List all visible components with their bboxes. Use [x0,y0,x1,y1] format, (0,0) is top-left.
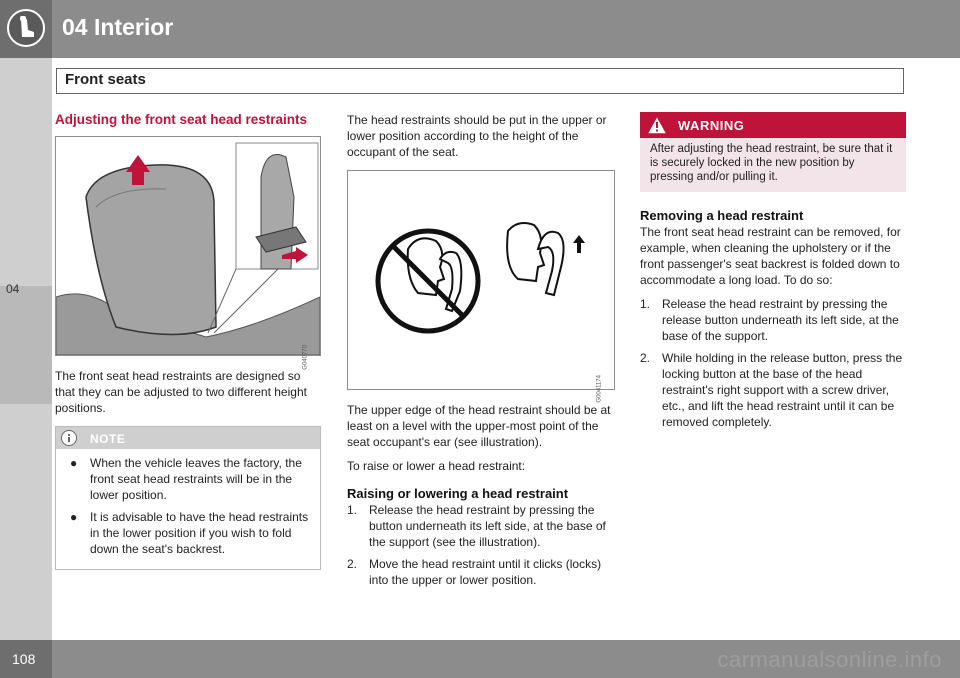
raising-subheading: Raising or lowering a head restraint [347,486,569,501]
watermark: carmanualsonline.info [717,647,942,672]
figure-code: G040770 [303,345,309,370]
note-bullet: ● It is advisable to have the head restraints in the lower position if you wish to fold down the seat's backrest. [70,510,309,556]
raise-lower-intro: To raise or lower a head restraint: [347,459,526,473]
column-right [640,112,906,436]
warning-header [640,112,906,138]
position-paragraph: The head restraints should be put in the upper or lower position according to the height of the occupant of the seat. [347,113,607,159]
chapter-number: 04 [6,282,20,296]
column-left [55,112,321,570]
chapter-sidebar [0,58,52,640]
page-number: 108 [12,651,36,667]
note-body [56,449,320,569]
removing-paragraph: The front seat head restraint can be removed, for example, when cleaning the upholstery or if the front passenger's seat backrest is folded down to accommodate a long load. To do so: [640,225,901,287]
column-middle [347,112,615,594]
info-icon [60,430,78,450]
chapter-header [0,0,960,58]
seat-icon [0,0,52,58]
chapter-title: 04 Interior [62,14,174,40]
warning-box [640,112,906,192]
step-item: 1. Release the head restraint by pressing the release button underneath its left side, at the base of the support. [640,297,899,343]
correct-position-figure [347,170,615,403]
head-position-illustration [348,171,614,389]
head-restraint-illustration [56,137,320,355]
section-bar [56,68,904,94]
removing-subheading: Removing a head restraint [640,208,804,223]
note-label: NOTE [90,432,126,446]
figure-code: G0041174 [597,375,603,403]
note-header [56,427,320,449]
step-item: 2. Move the head restraint until it clicks (locks) into the upper or lower position. [347,557,602,587]
step-item: 2. While holding in the release button, press the locking button at the base of the head restraint's right support with a screw driver, etc., and lift the head restraint until it can be removed completely. [640,351,903,429]
article-heading: Adjusting the front seat head restraints [55,112,308,127]
warning-triangle-icon [646,115,668,139]
intro-paragraph: The front seat head restraints are designed so that they can be adjusted to two different height positions. [55,369,307,415]
section-title: Front seats [65,71,146,88]
note-bullet: ● When the vehicle leaves the factory, the front seat head restraints will be in the lower position. [70,456,302,502]
head-restraint-figure [55,136,321,370]
upper-edge-paragraph: The upper edge of the head restraint should be at least on a level with the upper-most point of the seat occupant's ear (see illustration). [347,403,611,449]
chapter-tab [0,286,52,404]
page-footer [0,640,960,678]
warning-label: WARNING [678,118,745,133]
warning-text: After adjusting the head restraint, be sure that it is securely locked in the new position by pressing and/or pulling it. [650,143,893,183]
step-item: 1. Release the head restraint by pressing the button underneath its left side, at the base of the support (see the illustration). [347,503,606,549]
note-box [55,426,321,570]
